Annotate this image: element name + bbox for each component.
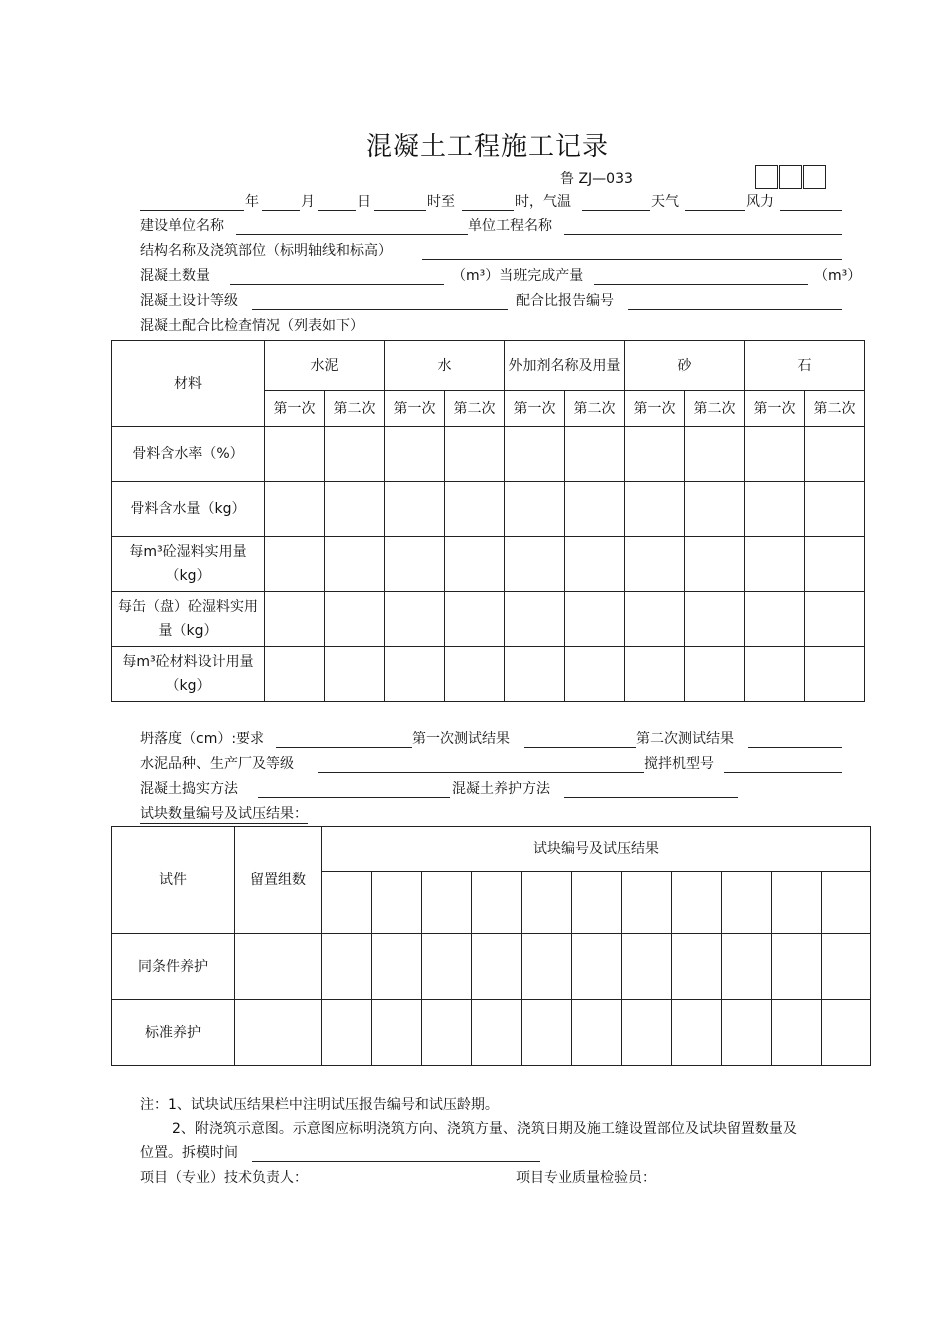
group-sand: 砂 [625, 341, 745, 391]
day-field[interactable] [318, 210, 356, 211]
group-admixture: 外加剂名称及用量 [505, 341, 625, 391]
table-cell[interactable] [325, 427, 385, 482]
mix-report-field[interactable] [628, 309, 842, 310]
table-cell[interactable] [672, 1000, 722, 1066]
table-cell[interactable] [625, 537, 685, 592]
unit-m3-label: （m³） [814, 268, 862, 284]
table-cell[interactable] [685, 647, 745, 702]
specimen-table [111, 826, 871, 1066]
table-cell[interactable] [772, 934, 822, 1000]
table-cell[interactable] [745, 537, 805, 592]
table-cell[interactable] [422, 872, 472, 934]
table-cell[interactable] [385, 592, 445, 647]
note-1: 注：1、试块试压结果栏中注明试压报告编号和试压龄期。 [140, 1097, 499, 1113]
table-cell[interactable] [625, 482, 685, 537]
table-cell[interactable] [325, 482, 385, 537]
test1-field[interactable] [524, 747, 636, 748]
cement-label: 水泥品种、生产厂及等级 [140, 756, 294, 772]
table-cell[interactable] [745, 592, 805, 647]
shift-output-field[interactable] [594, 284, 808, 285]
table-cell[interactable] [265, 592, 325, 647]
form-code: 鲁 ZJ—033 [560, 171, 633, 187]
table-cell[interactable] [445, 592, 505, 647]
table-cell[interactable] [322, 872, 372, 934]
month-field[interactable] [262, 210, 300, 211]
table-cell[interactable] [322, 1000, 372, 1066]
table-cell[interactable] [685, 427, 745, 482]
mix-check-table [111, 340, 865, 702]
row-label-same-condition: 同条件养护 [112, 934, 235, 1000]
specimen-header: 试件 [112, 827, 235, 934]
mix-check-label: 混凝土配合比检查情况（列表如下） [140, 318, 364, 334]
table-cell[interactable] [505, 537, 565, 592]
hour-to-field[interactable] [462, 210, 514, 211]
row-label-moisture-amount: 骨料含水量（kg） [112, 482, 265, 537]
table-cell[interactable] [325, 647, 385, 702]
table-cell[interactable] [805, 592, 865, 647]
form-removal-field[interactable] [252, 1161, 540, 1162]
table-cell[interactable] [385, 647, 445, 702]
table-cell[interactable] [722, 934, 772, 1000]
note-2: 2、附浇筑示意图。示意图应标明浇筑方向、浇筑方量、浇筑日期及施工缝设置部位及试块留置数量及 [172, 1121, 797, 1137]
second-time: 第二次 [685, 391, 745, 427]
specimens-heading: 试块数量编号及试压结果： [140, 806, 308, 822]
design-grade-label: 混凝土设计等级 [140, 293, 238, 309]
table-cell[interactable] [722, 1000, 772, 1066]
structure-label: 结构名称及浇筑部位（标明轴线和标高） [140, 243, 392, 259]
table-cell[interactable] [822, 934, 871, 1000]
group-water: 水 [385, 341, 505, 391]
groups-kept-header: 留置组数 [235, 827, 322, 934]
compaction-label: 混凝土捣实方法 [140, 781, 238, 797]
table-cell[interactable] [445, 482, 505, 537]
table-cell[interactable] [385, 482, 445, 537]
table-cell[interactable] [385, 427, 445, 482]
quantity-label: 混凝土数量 [140, 268, 210, 284]
table-cell[interactable] [772, 872, 822, 934]
table-cell[interactable] [565, 427, 625, 482]
table-cell[interactable] [572, 872, 622, 934]
year-field[interactable] [140, 210, 244, 211]
test2-label: 第二次测试结果 [636, 731, 734, 747]
table-cell[interactable] [565, 482, 625, 537]
note-3: 位置。拆模时间 [140, 1145, 238, 1161]
structure-field[interactable] [422, 259, 842, 260]
table-cell[interactable] [565, 592, 625, 647]
table-cell[interactable] [265, 427, 325, 482]
table-cell[interactable] [505, 482, 565, 537]
table-cell[interactable] [625, 592, 685, 647]
slump-label: 坍落度（cm）:要求 [140, 731, 265, 747]
curing-field[interactable] [564, 797, 738, 798]
table-cell[interactable] [822, 872, 871, 934]
wind-label: 风力 [746, 194, 774, 210]
code-box-2[interactable] [779, 165, 802, 189]
table-cell[interactable] [522, 934, 572, 1000]
test2-field[interactable] [748, 747, 842, 748]
table-cell[interactable] [385, 537, 445, 592]
mixer-label: 搅拌机型号 [644, 756, 714, 772]
second-time: 第二次 [805, 391, 865, 427]
slump-field[interactable] [276, 747, 412, 748]
first-time: 第一次 [745, 391, 805, 427]
weather-label: 天气 [651, 194, 679, 210]
cement-field[interactable] [318, 772, 644, 773]
table-cell[interactable] [445, 647, 505, 702]
table-cell[interactable] [572, 1000, 622, 1066]
table-cell[interactable] [505, 592, 565, 647]
table-cell[interactable] [805, 537, 865, 592]
table-cell[interactable] [685, 482, 745, 537]
day-label: 日 [357, 194, 371, 210]
table-cell[interactable] [685, 537, 745, 592]
tech-lead-label: 项目（专业）技术负责人： [140, 1170, 308, 1186]
results-header: 试块编号及试压结果 [322, 827, 871, 872]
table-cell[interactable] [685, 592, 745, 647]
unit-project-field[interactable] [564, 234, 842, 235]
first-time: 第一次 [505, 391, 565, 427]
curing-label: 混凝土养护方法 [452, 781, 550, 797]
page-title: 混凝土工程施工记录 [365, 132, 609, 162]
table-cell[interactable] [805, 647, 865, 702]
table-cell[interactable] [572, 934, 622, 1000]
temperature-field[interactable] [582, 210, 650, 211]
table-cell[interactable] [265, 537, 325, 592]
table-cell[interactable] [565, 647, 625, 702]
code-box-1[interactable] [755, 165, 778, 189]
year-label: 年 [245, 194, 259, 210]
table-cell[interactable] [565, 537, 625, 592]
table-cell[interactable] [745, 482, 805, 537]
second-time: 第二次 [445, 391, 505, 427]
wind-field[interactable] [780, 210, 842, 211]
table-cell[interactable] [745, 427, 805, 482]
second-time: 第二次 [325, 391, 385, 427]
inspector-label: 项目专业质量检验员： [516, 1170, 656, 1186]
weather-field[interactable] [685, 210, 745, 211]
mix-report-label: 配合比报告编号 [516, 293, 614, 309]
table-cell[interactable] [472, 872, 522, 934]
table-cell[interactable] [622, 1000, 672, 1066]
shift-output-label: （m³）当班完成产量 [452, 268, 584, 284]
first-time: 第一次 [625, 391, 685, 427]
table-cell[interactable] [625, 427, 685, 482]
material-header: 材料 [112, 341, 265, 427]
builder-label: 建设单位名称 [140, 218, 224, 234]
first-time: 第一次 [385, 391, 445, 427]
test1-label: 第一次测试结果 [412, 731, 510, 747]
unit-project-label: 单位工程名称 [468, 218, 552, 234]
mixer-field[interactable] [724, 772, 842, 773]
table-cell[interactable] [422, 1000, 472, 1066]
table-cell[interactable] [372, 1000, 422, 1066]
table-cell[interactable] [372, 872, 422, 934]
table-cell[interactable] [625, 647, 685, 702]
table-cell[interactable] [372, 934, 422, 1000]
row-label-standard-curing: 标准养护 [112, 1000, 235, 1066]
table-cell[interactable] [445, 427, 505, 482]
group-stone: 石 [745, 341, 865, 391]
row-label-design-per-m3: 每m³砼材料设计用量（kg） [112, 647, 265, 702]
table-cell[interactable] [505, 427, 565, 482]
quantity-field[interactable] [230, 284, 444, 285]
month-label: 月 [301, 194, 315, 210]
row-label-moisture-rate: 骨料含水率（%） [112, 427, 265, 482]
builder-field[interactable] [236, 234, 468, 235]
table-cell[interactable] [822, 1000, 871, 1066]
group-cement: 水泥 [265, 341, 385, 391]
table-cell[interactable] [265, 482, 325, 537]
time-from-label: 时至 [427, 194, 455, 210]
table-cell[interactable] [325, 592, 385, 647]
table-cell[interactable] [472, 1000, 522, 1066]
row-label-wet-per-m3: 每m³砼湿料实用量（kg） [112, 537, 265, 592]
temperature-label: 时，气温 [515, 194, 571, 210]
table-cell[interactable] [622, 934, 672, 1000]
table-cell[interactable] [672, 872, 722, 934]
table-cell[interactable] [265, 647, 325, 702]
table-cell[interactable] [235, 934, 322, 1000]
table-cell[interactable] [322, 934, 372, 1000]
code-box-3[interactable] [803, 165, 826, 189]
second-time: 第二次 [565, 391, 625, 427]
compaction-field[interactable] [258, 797, 450, 798]
table-cell[interactable] [622, 872, 672, 934]
table-cell[interactable] [325, 537, 385, 592]
table-cell[interactable] [422, 934, 472, 1000]
row-label-wet-per-batch: 每缶（盘）砼湿料实用量（kg） [112, 592, 265, 647]
design-grade-field[interactable] [252, 309, 508, 310]
table-cell[interactable] [745, 647, 805, 702]
table-cell[interactable] [672, 934, 722, 1000]
first-time: 第一次 [265, 391, 325, 427]
table-cell[interactable] [445, 537, 505, 592]
table-cell[interactable] [772, 1000, 822, 1066]
table-cell[interactable] [722, 872, 772, 934]
table-cell[interactable] [522, 1000, 572, 1066]
table-cell[interactable] [505, 647, 565, 702]
table-cell[interactable] [235, 1000, 322, 1066]
table-cell[interactable] [522, 872, 572, 934]
table-cell[interactable] [472, 934, 522, 1000]
table-cell[interactable] [805, 482, 865, 537]
table-cell[interactable] [805, 427, 865, 482]
hour-from-field[interactable] [374, 210, 426, 211]
